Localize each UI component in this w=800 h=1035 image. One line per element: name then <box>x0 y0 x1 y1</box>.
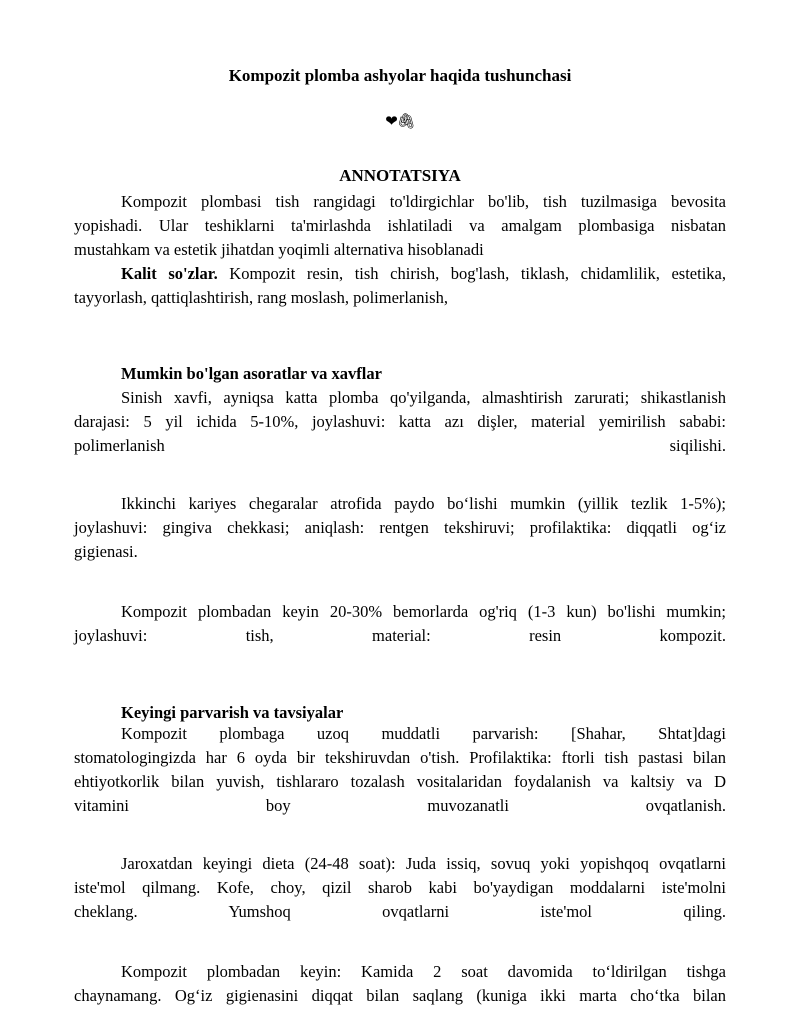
keywords-text: Kompozit resin, tish chirish, bog'lash, tiklash, chidamlilik, estetika, <box>217 264 726 283</box>
complications-paragraph-1 <box>74 386 726 458</box>
text-line: darajasi: 5 yil ichida 5-10%, joylashuvi: katta azı dişler, material yemirilish sababi: <box>74 412 726 431</box>
text-line: Kompozit plombadan keyin: Kamida 2 soat davomida to‘ldirilgan tishga <box>121 962 726 981</box>
annotation-paragraph <box>74 190 726 262</box>
text-line: Kompozit plombadan keyin 20-30% bemorlarda og'riq (1-3 kun) bo'lishi mumkin; <box>121 602 726 621</box>
aftercare-paragraph-2 <box>74 852 726 924</box>
text-line: iste'mol qilmang. Kofe, choy, qizil sharob kabi bo'yaydigan moddalarni iste'molni <box>74 878 726 897</box>
keywords-label: Kalit so'zlar. <box>121 264 218 283</box>
text-line: polimerlanish siqilishi. <box>74 436 726 455</box>
text-line: vitamini boy muvozanatli ovqatlanish. <box>74 796 726 815</box>
heart-paperclip-ornament-icon: ❤🖇 <box>385 114 415 130</box>
text-line: mustahkam va estetik jihatdan yoqimli alternativa hisoblanadi <box>74 240 484 259</box>
keywords-paragraph <box>74 262 726 310</box>
text-line: Kompozit plombasi tish rangidagi to'ldirgichlar bo'lib, tish tuzilmasiga bevosita <box>121 192 726 211</box>
text-line: Jaroxatdan keyingi dieta (24-48 soat): Juda issiq, sovuq yoki yopishqoq ovqatlarni <box>121 854 726 873</box>
document-title: Kompozit plomba ashyolar haqida tushunchasi <box>228 66 572 85</box>
complications-paragraph-3 <box>74 600 726 648</box>
text-line: ehtiyotkorlik bilan yuvish, tishlararo tozalash vositalaridan foydalanish va kaltsiy va D <box>74 772 726 791</box>
annotation-heading: ANNOTATSIYA <box>339 166 461 185</box>
text-line: cheklang. Yumshoq ovqatlarni iste'mol qiling. <box>74 902 726 921</box>
section-heading-aftercare: Keyingi parvarish va tavsiyalar <box>121 703 344 722</box>
text-line <box>74 262 726 286</box>
text-line: gigienasi. <box>74 542 138 561</box>
text-line: tayyorlash, qattiqlashtirish, rang moslash, polimerlanish, <box>74 288 448 307</box>
aftercare-paragraph-3 <box>74 960 726 1008</box>
text-line: joylashuvi: gingiva chekkasi; aniqlash: rentgen tekshiruvi; profilaktika: diqqatli og‘iz <box>74 518 726 537</box>
text-line: stomatologingizda har 6 oyda bir tekshiruvdan o'tish. Profilaktika: ftorli tish pastasi bilan <box>74 748 726 767</box>
text-line: chaynamang. Og‘iz gigienasini diqqat bilan saqlang (kuniga ikki marta cho‘tka bilan <box>74 986 726 1005</box>
text-line: Ikkinchi kariyes chegaralar atrofida paydo bo‘lishi mumkin (yillik tezlik 1-5%); <box>121 494 726 513</box>
text-line: Sinish xavfi, ayniqsa katta plomba qo'yilganda, almashtirish zarurati; shikastlanish <box>121 388 726 407</box>
text-line: yopishadi. Ular teshiklarni ta'mirlashda ishlatiladi va amalgam plombasiga nisbatan <box>74 216 726 235</box>
text-line: joylashuvi: tish, material: resin kompozit. <box>74 626 726 645</box>
aftercare-paragraph-1 <box>74 722 726 818</box>
section-heading-complications: Mumkin bo'lgan asoratlar va xavflar <box>121 364 382 383</box>
text-line: Kompozit plombaga uzoq muddatli parvarish: [Shahar, Shtat]dagi <box>121 724 726 743</box>
complications-paragraph-2 <box>74 492 726 564</box>
